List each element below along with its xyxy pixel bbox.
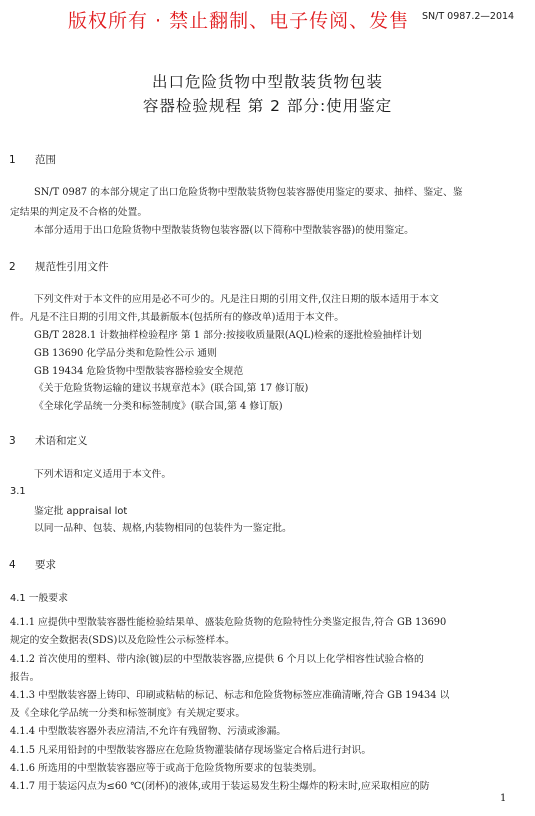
clause-line: 4.1.6 所选用的中型散装容器应等于或高于危险货物所要求的包装类别。 bbox=[10, 763, 323, 774]
clause-line: 4.1.7 用于装运闪点为≤60 ℃(闭杯)的液体,或用于装运易发生粉尘爆炸的粉末时,应采取相应的防 bbox=[10, 781, 430, 792]
document-title-line-2: 容器检验规程 第 2 部分:使用鉴定 bbox=[142, 97, 393, 115]
paragraph: 件。凡是不注日期的引用文件,其最新版本(包括所有的修改单)适用于本文件。 bbox=[10, 312, 345, 323]
section-3-heading bbox=[9, 433, 88, 448]
section-number: 2 bbox=[9, 261, 16, 273]
reference-item: GB 19434 危险货物中型散装容器检验安全规范 bbox=[34, 366, 244, 377]
clause-line: 4.1.3 中型散装容器上铸印、印刷或粘帖的标记、标志和危险货物标签应准确清晰,符合 GB 19434 以 bbox=[10, 690, 450, 701]
clause-line: 4.1.5 凡采用铅封的中型散装容器应在危险货物灌装储存现场鉴定合格后进行封识。 bbox=[10, 745, 372, 756]
standard-code: SN/T 0987.2—2014 bbox=[422, 11, 515, 22]
clause-line: 报告。 bbox=[10, 672, 40, 683]
reference-item: GB 13690 化学品分类和危险性公示 通则 bbox=[34, 348, 217, 359]
clause-line: 4.1.2 首次使用的塑料、带内涂(镀)层的中型散装容器,应提供 6 个月以上化学相容性试验合格的 bbox=[10, 654, 424, 665]
paragraph: SN/T 0987 的本部分规定了出口危险货物中型散装货物包装容器使用鉴定的要求、抽样、鉴定、鉴 bbox=[34, 187, 463, 198]
subsection-number: 3.1 bbox=[10, 486, 26, 497]
document-title-line-1: 出口危险货物中型散装货物包装 bbox=[151, 73, 383, 91]
section-number: 3 bbox=[9, 435, 16, 447]
section-number: 1 bbox=[9, 154, 16, 166]
clause-line: 规定的安全数据表(SDS)以及危险性公示标签样本。 bbox=[10, 635, 235, 646]
term-definition: 以同一品种、包装、规格,内装物相同的包装件为一鉴定批。 bbox=[34, 523, 292, 534]
section-4-heading bbox=[9, 557, 56, 572]
section-title: 术语和定义 bbox=[35, 435, 88, 447]
term-heading: 鉴定批 appraisal lot bbox=[34, 506, 128, 517]
page-number: 1 bbox=[500, 793, 507, 804]
section-title: 范围 bbox=[35, 154, 56, 166]
copyright-watermark: 版权所有 · 禁止翻制、电子传阅、发售 bbox=[68, 10, 410, 32]
clause-line: 及《全球化学品统一分类和标签制度》有关规定要求。 bbox=[10, 708, 246, 719]
paragraph: 下列术语和定义适用于本文件。 bbox=[34, 469, 172, 480]
paragraph: 下列文件对于本文件的应用是必不可少的。凡是注日期的引用文件,仅注日期的版本适用于本文 bbox=[34, 294, 439, 305]
section-1-heading bbox=[9, 152, 56, 167]
clause-line: 4.1.4 中型散装容器外表应清洁,不允许有残留物、污渍或渗漏。 bbox=[10, 726, 287, 737]
paragraph: 定结果的判定及不合格的处置。 bbox=[10, 207, 148, 218]
reference-item: 《关于危险货物运输的建议书规章范本》(联合国,第 17 修订版) bbox=[34, 383, 309, 394]
section-number: 4 bbox=[9, 559, 16, 571]
section-title: 要求 bbox=[35, 559, 56, 571]
reference-item: 《全球化学品统一分类和标签制度》(联合国,第 4 修订版) bbox=[34, 401, 283, 412]
section-title: 规范性引用文件 bbox=[35, 261, 109, 273]
section-2-heading bbox=[9, 259, 109, 274]
reference-item: GB/T 2828.1 计数抽样检验程序 第 1 部分:按接收质量限(AQL)检索的逐批检验抽样计划 bbox=[34, 330, 422, 341]
subsection-heading: 4.1 一般要求 bbox=[10, 593, 68, 604]
paragraph: 本部分适用于出口危险货物中型散装货物包装容器(以下简称中型散装容器)的使用鉴定。 bbox=[34, 225, 414, 236]
clause-line: 4.1.1 应提供中型散装容器性能检验结果单、盛装危险货物的危险特性分类鉴定报告,符合 GB 13690 bbox=[10, 617, 447, 628]
